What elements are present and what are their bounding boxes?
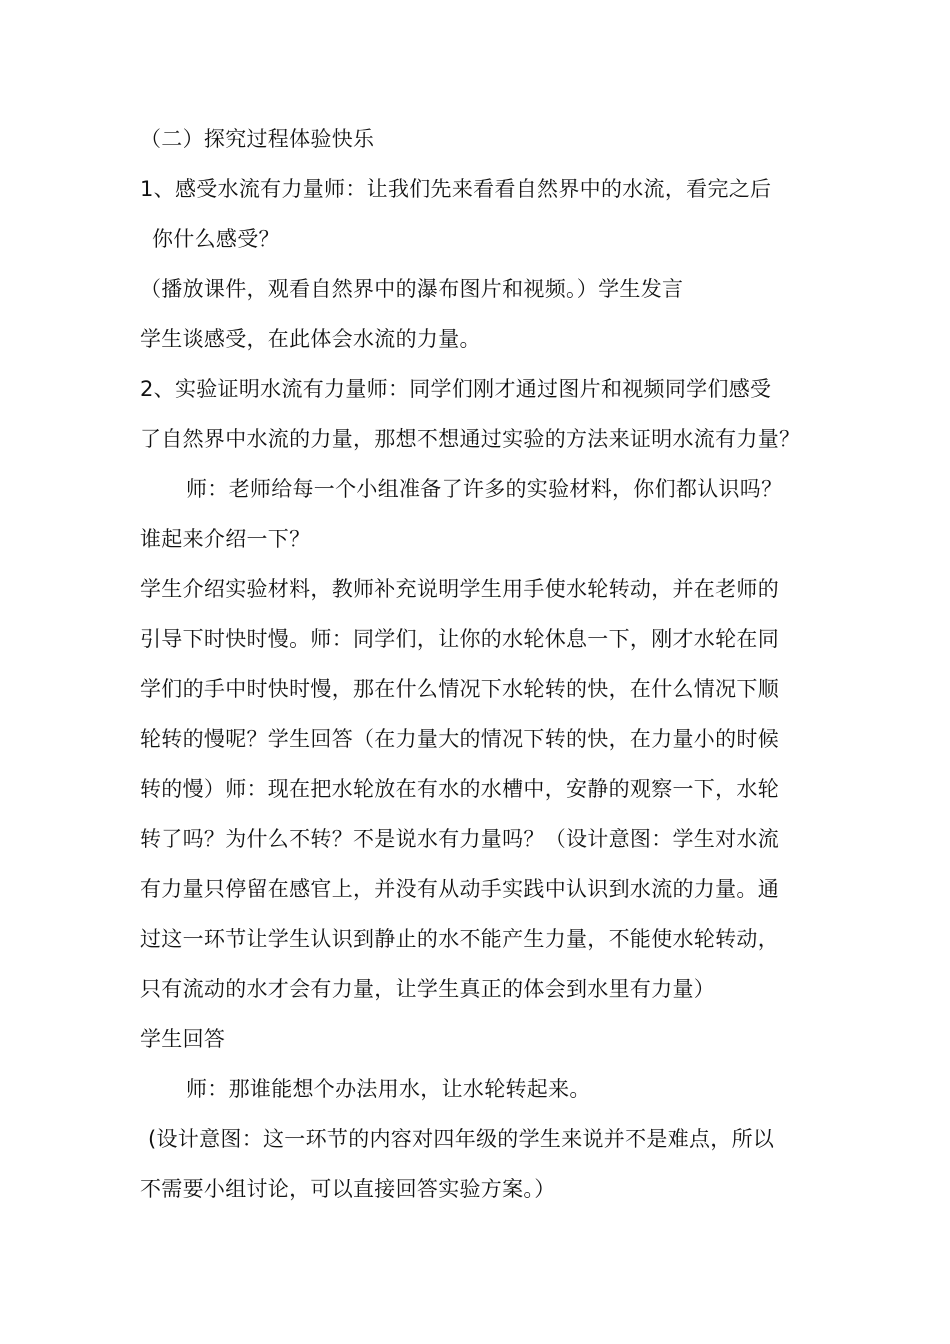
section-heading: （二）探究过程体验快乐 xyxy=(140,127,375,151)
paragraph-line: 2、实验证明水流有力量师：同学们刚才通过图片和视频同学们感受 xyxy=(140,377,772,401)
paragraph-line: 只有流动的水才会有力量，让学生真正的体会到水里有力量） xyxy=(140,977,716,1001)
paragraph-line: 谁起来介绍一下？ xyxy=(140,527,311,551)
paragraph-line: 转的慢）师：现在把水轮放在有水的水槽中，安静的观察一下，水轮 xyxy=(140,777,779,801)
paragraph-line: 引导下时快时慢。师：同学们，让你的水轮休息一下，刚才水轮在同 xyxy=(140,627,779,651)
paragraph-line: 你什么感受？ xyxy=(152,227,280,251)
paragraph-line: 师：那谁能想个办法用水，让水轮转起来。 xyxy=(186,1077,591,1101)
paragraph-line: （播放课件，观看自然界中的瀑布图片和视频。）学生发言 xyxy=(140,277,684,301)
paragraph-line: 学们的手中时快时慢，那在什么情况下水轮转的快，在什么情况下顺 xyxy=(140,677,779,701)
paragraph-line: 师：老师给每一个小组准备了许多的实验材料，你们都认识吗？ xyxy=(186,477,783,501)
paragraph-line: 过这一环节让学生认识到静止的水不能产生力量，不能使水轮转动， xyxy=(140,927,779,951)
paragraph-line: (设计意图：这一环节的内容对四年级的学生来说并不是难点，所以 xyxy=(148,1127,775,1151)
paragraph-line: 转了吗？为什么不转？不是说水有力量吗？（设计意图：学生对水流 xyxy=(140,827,779,851)
paragraph-line: 学生回答 xyxy=(140,1027,226,1051)
paragraph-line: 轮转的慢呢？学生回答（在力量大的情况下转的快，在力量小的时候 xyxy=(140,727,779,751)
paragraph-line: 了自然界中水流的力量，那想不想通过实验的方法来证明水流有力量？ xyxy=(140,427,801,451)
paragraph-line: 不需要小组讨论，可以直接回答实验方案。） xyxy=(140,1177,556,1201)
paragraph-line: 有力量只停留在感官上，并没有从动手实践中认识到水流的力量。通 xyxy=(140,877,779,901)
paragraph-line: 学生谈感受，在此体会水流的力量。 xyxy=(140,327,481,351)
paragraph-line: 学生介绍实验材料，教师补充说明学生用手使水轮转动，并在老师的 xyxy=(140,577,779,601)
paragraph-line: 1、感受水流有力量师：让我们先来看看自然界中的水流，看完之后 xyxy=(140,177,772,201)
